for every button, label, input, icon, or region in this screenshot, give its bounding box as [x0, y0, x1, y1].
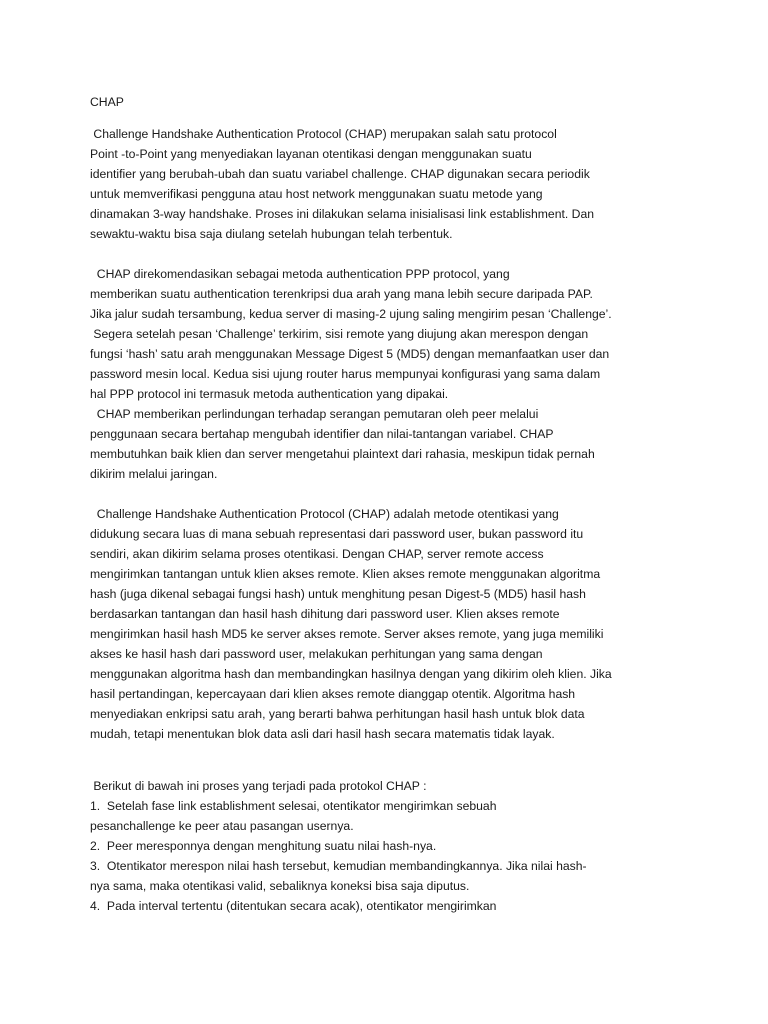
paragraph-3-line: hash (juga dikenal sebagai fungsi hash) untuk menghitung pesan Digest-5 (MD5) hasil hash: [90, 587, 586, 601]
paragraph-1-line: sewaktu-waktu bisa saja diulang setelah hubungan telah terbentuk.: [90, 227, 453, 241]
paragraph-3-line: berdasarkan tantangan dan hasil hash dihitung dari password user. Klien akses remote: [90, 607, 560, 621]
paragraph-1-line: dinamakan 3-way handshake. Proses ini dilakukan selama inisialisasi link establishment. Dan: [90, 207, 595, 221]
paragraph-3-line: mengirimkan hasil hash MD5 ke server akses remote. Server akses remote, yang juga memiliki: [90, 627, 604, 641]
paragraph-3-line: menyediakan enkripsi satu arah, yang berarti bahwa perhitungan hasil hash untuk blok data: [90, 707, 585, 721]
list-item-line: 1. Setelah fase link establishment selesai, otentikator mengirimkan sebuah: [90, 799, 497, 813]
paragraph-3-line: akses ke hasil hash dari password user, melakukan perhitungan yang sama dengan: [90, 647, 543, 661]
paragraph-3-line: mengirimkan tantangan untuk klien akses remote. Klien akses remote menggunakan algoritma: [90, 567, 601, 581]
paragraph-2-line: dikirim melalui jaringan.: [90, 467, 218, 481]
list-item-line: pesanchallenge ke peer atau pasangan usernya.: [90, 819, 354, 833]
paragraph-3-line: mudah, tetapi menentukan blok data asli dari hasil hash secara matematis tidak layak.: [90, 727, 555, 741]
paragraph-2-line: memberikan suatu authentication terenkripsi dua arah yang mana lebih secure daripada PAP.: [90, 287, 593, 301]
list-item-line: nya sama, maka otentikasi valid, sebaliknya koneksi bisa saja diputus.: [90, 879, 470, 893]
paragraph-2-line: Jika jalur sudah tersambung, kedua server di masing-2 ujung saling mengirim pesan ‘Challenge’.: [90, 307, 612, 321]
paragraph-3-line: sendiri, akan dikirim selama proses otentikasi. Dengan CHAP, server remote access: [90, 547, 544, 561]
paragraph-2-line: fungsi ‘hash’ satu arah menggunakan Message Digest 5 (MD5) dengan memanfaatkan user dan: [90, 347, 610, 361]
paragraph-4-line: Berikut di bawah ini proses yang terjadi pada protokol CHAP :: [90, 779, 427, 793]
paragraph-3-line: hasil pertandingan, kepercayaan dari klien akses remote dianggap otentik. Algoritma hash: [90, 687, 576, 701]
paragraph-1-line: identifier yang berubah-ubah dan suatu variabel challenge. CHAP digunakan secara periodik: [90, 167, 590, 181]
paragraph-3-line: didukung secara luas di mana sebuah representasi dari password user, bukan password itu: [90, 527, 584, 541]
paragraph-3-line: Challenge Handshake Authentication Protocol (CHAP) adalah metode otentikasi yang: [90, 507, 559, 521]
paragraph-1-line: untuk memverifikasi pengguna atau host network menggunakan suatu metode yang: [90, 187, 543, 201]
list-item-line: 3. Otentikator merespon nilai hash tersebut, kemudian membandingkannya. Jika nilai hash-: [90, 859, 587, 873]
paragraph-2-line: hal PPP protocol ini termasuk metoda authentication yang dipakai.: [90, 387, 449, 401]
list-item-line: 4. Pada interval tertentu (ditentukan secara acak), otentikator mengirimkan: [90, 899, 497, 913]
paragraph-2-line: CHAP direkomendasikan sebagai metoda authentication PPP protocol, yang: [90, 267, 510, 281]
paragraph-3-line: menggunakan algoritma hash dan membandingkan hasilnya dengan yang dikirim oleh klien. Jika: [90, 667, 612, 681]
paragraph-2-line: CHAP memberikan perlindungan terhadap serangan pemutaran oleh peer melalui: [90, 407, 539, 421]
list-item-line: 2. Peer meresponnya dengan menghitung suatu nilai hash-nya.: [90, 839, 437, 853]
document-title: CHAP: [90, 95, 124, 109]
paragraph-2-line: membutuhkan baik klien dan server mengetahui plaintext dari rahasia, meskipun tidak pernah: [90, 447, 595, 461]
paragraph-2-line: password mesin local. Kedua sisi ujung router harus mempunyai konfigurasi yang sama dalam: [90, 367, 601, 381]
paragraph-1-line: Point -to-Point yang menyediakan layanan otentikasi dengan menggunakan suatu: [90, 147, 532, 161]
paragraph-2-line: Segera setelah pesan ‘Challenge’ terkirim, sisi remote yang diujung akan merespon dengan: [90, 327, 589, 341]
paragraph-1-line: Challenge Handshake Authentication Protocol (CHAP) merupakan salah satu protocol: [90, 127, 557, 141]
paragraph-2-line: penggunaan secara bertahap mengubah identifier dan nilai-tantangan variabel. CHAP: [90, 427, 554, 441]
